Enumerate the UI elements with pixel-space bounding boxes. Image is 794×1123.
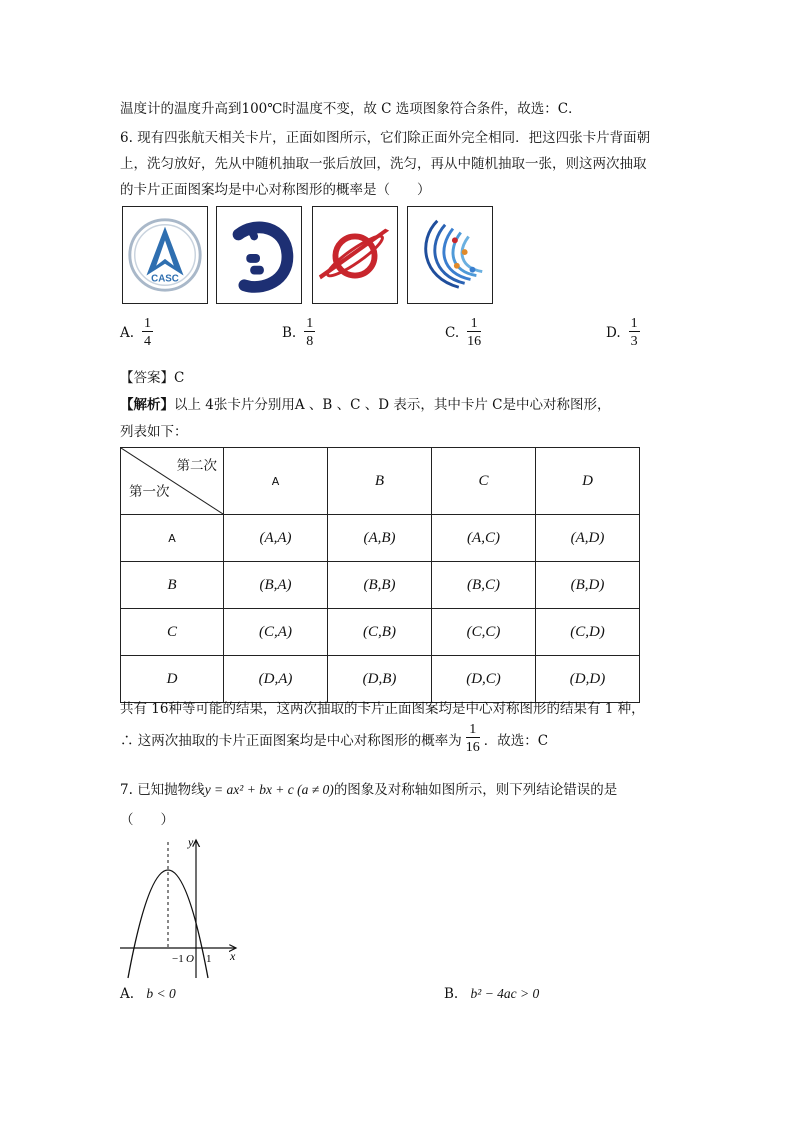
card-arcs-logo <box>407 206 493 304</box>
col-header: B <box>328 448 432 515</box>
analysis-text: 以上 4张卡片分别用A 、B 、C 、D 表示，其中卡片 C是中心对称图形， <box>174 397 611 413</box>
table-row <box>121 562 640 609</box>
row-header: A <box>121 515 224 562</box>
satellite-arcs-icon <box>408 207 492 303</box>
red-orbit-icon <box>313 207 397 303</box>
col-header: C <box>432 448 536 515</box>
card-casc-logo <box>122 206 208 304</box>
table-cell: (C,B) <box>328 609 432 656</box>
table-row <box>121 515 640 562</box>
x-label: x <box>230 949 236 963</box>
table-cell: (A,C) <box>432 515 536 562</box>
q7-option-a-expr: b < 0 <box>146 986 176 1001</box>
table-cell: (C,C) <box>432 609 536 656</box>
corner-first-draw: 第一次 <box>129 484 170 500</box>
table-cell: (A,A) <box>224 515 328 562</box>
previous-solution-line: 温度计的温度升高到100℃时温度不变，故 C 选项图象符合条件，故选：C． <box>120 101 582 117</box>
svg-text:CASC: CASC <box>151 273 179 285</box>
q6-option-d: D. $\frac{1}{3}$ <box>606 316 638 350</box>
casc-logo-icon <box>123 207 207 303</box>
table-cell: (B,C) <box>432 562 536 609</box>
q7-stem <box>120 778 617 798</box>
table-header-row <box>121 448 640 515</box>
corner-second-draw: 第二次 <box>176 458 217 474</box>
q6-text-line-1 <box>120 126 650 146</box>
outcome-table <box>120 447 640 703</box>
q6-answer: 【答案】C <box>120 370 185 386</box>
q7-option-b-expr: b² − 4ac > 0 <box>470 986 540 1001</box>
parabola-graph <box>118 832 244 980</box>
q6-option-b: B. $\frac{1}{8}$ <box>282 316 314 350</box>
table-cell: (B,A) <box>224 562 328 609</box>
row-header: C <box>121 609 224 656</box>
q7-paren: （ ） <box>120 812 174 828</box>
q6-text-line-2: 上，洗匀放好，先从中随机抽取一张后放回，洗匀，再从中随机抽取一张，则这两次抽取 <box>120 156 647 172</box>
table-cell: (C,A) <box>224 609 328 656</box>
table-row <box>121 609 640 656</box>
one-label: 1 <box>206 953 212 965</box>
q7-number: 7. <box>120 782 133 798</box>
analysis-label: 【解析】 <box>120 397 174 413</box>
q6-result-line-1: 共有 16种等可能的结果，这两次抽取的卡片正面图案均是中心对称图形的结果有 1 种， <box>120 701 645 717</box>
neg-one-label: −1 <box>172 953 184 965</box>
blue-swirl-icon <box>217 207 301 303</box>
table-cell: (D,D) <box>536 656 640 703</box>
table-cell: (D,A) <box>224 656 328 703</box>
q6-option-c-fraction: $\frac{1}{16}$ <box>467 316 482 350</box>
table-cell: (D,C) <box>432 656 536 703</box>
q6-analysis-line-2: 列表如下： <box>120 424 188 440</box>
row-header: D <box>121 656 224 703</box>
table-cell: (A,D) <box>536 515 640 562</box>
parabola-figure <box>118 832 244 980</box>
q6-text-line-3: 的卡片正面图案均是中心对称图形的概率是（ ） <box>120 182 431 198</box>
q6-option-a-fraction: $\frac{1}{4}$ <box>144 316 152 350</box>
q6-analysis-line-1 <box>120 393 611 413</box>
result-fraction: $\frac{1}{16}$ <box>465 722 480 756</box>
result-tail: ．故选：C <box>483 732 549 749</box>
table-cell: (B,D) <box>536 562 640 609</box>
row-header: B <box>121 562 224 609</box>
table-cell: (A,B) <box>328 515 432 562</box>
q6-stem-1: 现有四张航天相关卡片，正面如图所示，它们除正面外完全相同．把这四张卡片背面朝 <box>137 130 651 146</box>
table-cell: (D,B) <box>328 656 432 703</box>
q6-option-a: A. $\frac{1}{4}$ <box>120 316 152 350</box>
table-cell: (B,B) <box>328 562 432 609</box>
table-cell: (C,D) <box>536 609 640 656</box>
q7-text-a: 已知抛物线 <box>137 782 205 798</box>
q7-text-b: 的图象及对称轴如图所示，则下列结论错误的是 <box>333 782 618 798</box>
q6-number: 6. <box>120 130 133 146</box>
q6-option-c: C. $\frac{1}{16}$ <box>445 316 482 350</box>
q7-option-b: B. b² − 4ac > 0 <box>444 986 540 1002</box>
card-orbit-logo <box>312 206 398 304</box>
table-corner-cell <box>121 448 224 515</box>
origin-label: O <box>186 953 194 965</box>
result-text: ∴ 这两次抽取的卡片正面图案均是中心对称图形的概率为 <box>120 732 462 749</box>
q6-option-d-fraction: $\frac{1}{3}$ <box>630 316 638 350</box>
y-label: y <box>188 835 194 849</box>
col-header: A <box>224 448 328 515</box>
card-swirl-logo <box>216 206 302 304</box>
q7-option-a: A. b < 0 <box>120 986 176 1002</box>
table-row <box>121 656 640 703</box>
q6-result-line-2 <box>120 722 548 756</box>
col-header: D <box>536 448 640 515</box>
q7-formula: y = ax² + bx + c (a ≠ 0) <box>204 782 334 797</box>
q6-option-b-fraction: $\frac{1}{8}$ <box>306 316 314 350</box>
